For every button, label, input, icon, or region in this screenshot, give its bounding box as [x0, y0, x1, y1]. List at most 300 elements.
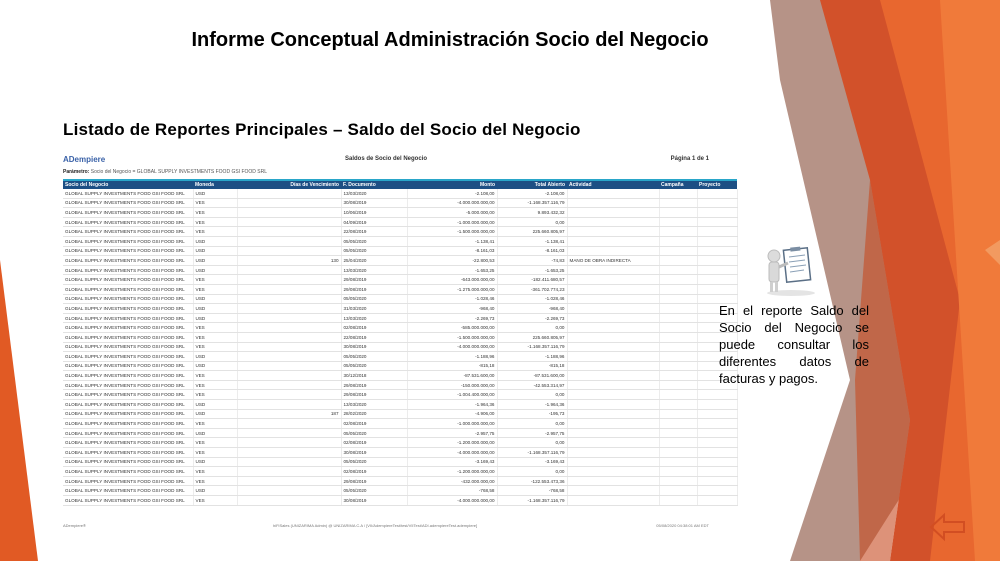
- table-cell: [659, 352, 697, 362]
- table-cell: GLOBAL SUPPLY INVESTMENTS FOOD GSI FOOD SRL: [63, 275, 193, 285]
- table-cell: 02/08/2019: [341, 438, 407, 448]
- table-row: [63, 428, 737, 438]
- table-cell: VES: [193, 448, 237, 458]
- table-cell: [697, 236, 737, 246]
- table-cell: GLOBAL SUPPLY INVESTMENTS FOOD GSI FOOD SRL: [63, 208, 193, 218]
- table-cell: GLOBAL SUPPLY INVESTMENTS FOOD GSI FOOD SRL: [63, 361, 193, 371]
- table-cell: USD: [193, 236, 237, 246]
- col-header: Campaña: [659, 180, 697, 189]
- table-cell: -5.000.000,00: [407, 208, 497, 218]
- table-cell: 0,00: [497, 467, 567, 477]
- table-cell: GLOBAL SUPPLY INVESTMENTS FOOD GSI FOOD SRL: [63, 198, 193, 208]
- table-cell: [237, 400, 341, 410]
- table-row: [63, 275, 737, 285]
- table-cell: [567, 409, 659, 419]
- table-cell: [697, 246, 737, 256]
- table-cell: [697, 457, 737, 467]
- table-cell: [659, 304, 697, 314]
- table-cell: [659, 342, 697, 352]
- table-cell: GLOBAL SUPPLY INVESTMENTS FOOD GSI FOOD SRL: [63, 438, 193, 448]
- table-cell: [697, 265, 737, 275]
- table-cell: -643.000.000,00: [407, 275, 497, 285]
- table-cell: -4.000.000.000,00: [407, 448, 497, 458]
- table-cell: [567, 371, 659, 381]
- table-cell: [659, 284, 697, 294]
- table-cell: 10/06/2019: [341, 208, 407, 218]
- table-cell: -87.531.600,00: [497, 371, 567, 381]
- report-footer-center: hiFiSales (UNIZARIMA Admin) @ UNIZARIMA C.A / [VII/AdempiereTest/test/VIITest/ADI.adempiereTest.adempiere]: [273, 523, 478, 528]
- table-cell: [567, 189, 659, 198]
- table-row: [63, 313, 737, 323]
- table-cell: 30/12/2018: [341, 371, 407, 381]
- table-cell: [567, 419, 659, 429]
- table-cell: 29/08/2019: [341, 390, 407, 400]
- table-cell: 28/02/2020: [341, 409, 407, 419]
- table-cell: -1.500.000.000,00: [407, 227, 497, 237]
- table-cell: [567, 400, 659, 410]
- table-cell: [659, 256, 697, 266]
- table-cell: -1.004.400.000,00: [407, 390, 497, 400]
- table-cell: -1.028,46: [407, 294, 497, 304]
- table-cell: -1.168.357.116,79: [497, 342, 567, 352]
- table-cell: [567, 275, 659, 285]
- table-cell: -2.108,00: [497, 189, 567, 198]
- table-cell: 13/03/2020: [341, 400, 407, 410]
- table-cell: -4.000.000.000,00: [407, 496, 497, 506]
- table-row: [63, 486, 737, 496]
- table-cell: -74,83: [497, 256, 567, 266]
- table-cell: [659, 361, 697, 371]
- table-cell: [659, 332, 697, 342]
- table-cell: [659, 323, 697, 333]
- table-row: [63, 361, 737, 371]
- table-cell: GLOBAL SUPPLY INVESTMENTS FOOD GSI FOOD SRL: [63, 342, 193, 352]
- table-cell: -42.553.314,97: [497, 380, 567, 390]
- table-cell: [567, 208, 659, 218]
- table-cell: [697, 428, 737, 438]
- col-header: Socio del Negocio: [63, 180, 193, 189]
- table-cell: [697, 409, 737, 419]
- report-parameter-label: Parámetro:: [63, 169, 90, 175]
- table-cell: USD: [193, 189, 237, 198]
- table-cell: [697, 390, 737, 400]
- table-cell: GLOBAL SUPPLY INVESTMENTS FOOD GSI FOOD SRL: [63, 496, 193, 506]
- table-cell: [697, 448, 737, 458]
- table-cell: 05/05/2020: [341, 428, 407, 438]
- table-cell: [697, 496, 737, 506]
- table-cell: [697, 438, 737, 448]
- table-cell: [237, 236, 341, 246]
- table-cell: [659, 457, 697, 467]
- table-cell: [237, 189, 341, 198]
- table-row: [63, 198, 737, 208]
- table-cell: USD: [193, 457, 237, 467]
- table-cell: -1.188,96: [407, 352, 497, 362]
- table-cell: 13/03/2020: [341, 265, 407, 275]
- table-cell: GLOBAL SUPPLY INVESTMENTS FOOD GSI FOOD SRL: [63, 409, 193, 419]
- report-title: Saldos de Socio del Negocio: [344, 156, 428, 162]
- table-row: [63, 217, 737, 227]
- table-cell: [697, 189, 737, 198]
- table-cell: VES: [193, 275, 237, 285]
- table-cell: -1.138,41: [407, 236, 497, 246]
- table-cell: [697, 198, 737, 208]
- table-row: [63, 227, 737, 237]
- table-cell: [697, 227, 737, 237]
- col-header: Monto: [407, 180, 497, 189]
- col-header: Total Abierto: [497, 180, 567, 189]
- table-cell: 29/08/2019: [341, 275, 407, 285]
- table-cell: [659, 227, 697, 237]
- table-row: [63, 409, 737, 419]
- table-cell: USD: [193, 313, 237, 323]
- table-cell: 05/05/2020: [341, 352, 407, 362]
- table-cell: [237, 361, 341, 371]
- table-cell: [697, 419, 737, 429]
- table-cell: -1.653,25: [497, 265, 567, 275]
- table-cell: -195,73: [497, 409, 567, 419]
- table-cell: GLOBAL SUPPLY INVESTMENTS FOOD GSI FOOD SRL: [63, 486, 193, 496]
- table-cell: -2.108,00: [407, 189, 497, 198]
- table-cell: [659, 246, 697, 256]
- table-cell: [697, 476, 737, 486]
- table-cell: [659, 496, 697, 506]
- table-cell: [659, 438, 697, 448]
- table-cell: [237, 352, 341, 362]
- table-cell: GLOBAL SUPPLY INVESTMENTS FOOD GSI FOOD SRL: [63, 217, 193, 227]
- table-cell: -815,18: [497, 361, 567, 371]
- table-cell: 02/08/2019: [341, 419, 407, 429]
- table-row: [63, 323, 737, 333]
- table-cell: -1.500.000.000,00: [407, 332, 497, 342]
- table-row: [63, 476, 737, 486]
- table-cell: [237, 265, 341, 275]
- table-cell: [659, 236, 697, 246]
- table-cell: -2.957,75: [407, 428, 497, 438]
- table-cell: -1.168.357.116,79: [497, 198, 567, 208]
- table-cell: [567, 352, 659, 362]
- table-row: [63, 189, 737, 198]
- table-cell: [659, 428, 697, 438]
- table-row: [63, 265, 737, 275]
- table-cell: GLOBAL SUPPLY INVESTMENTS FOOD GSI FOOD SRL: [63, 304, 193, 314]
- table-cell: [237, 198, 341, 208]
- table-cell: [697, 400, 737, 410]
- table-cell: 02/08/2019: [341, 467, 407, 477]
- table-row: [63, 371, 737, 381]
- table-cell: [697, 217, 737, 227]
- table-cell: USD: [193, 409, 237, 419]
- table-cell: [237, 428, 341, 438]
- table-row: [63, 352, 737, 362]
- table-cell: [567, 198, 659, 208]
- table-cell: [567, 332, 659, 342]
- table-cell: 9.893.432,32: [497, 208, 567, 218]
- table-cell: 04/09/2019: [341, 217, 407, 227]
- table-cell: VES: [193, 208, 237, 218]
- table-cell: [659, 217, 697, 227]
- table-cell: 13/03/2020: [341, 189, 407, 198]
- table-cell: VES: [193, 198, 237, 208]
- col-header: Moneda: [193, 180, 237, 189]
- table-cell: VES: [193, 438, 237, 448]
- table-cell: VES: [193, 342, 237, 352]
- table-row: [63, 496, 737, 506]
- table-row: [63, 380, 737, 390]
- table-cell: [697, 284, 737, 294]
- table-cell: -768,58: [497, 486, 567, 496]
- table-cell: -968,40: [407, 304, 497, 314]
- table-cell: [659, 265, 697, 275]
- table-cell: 31/03/2020: [341, 304, 407, 314]
- report-page-number: Página 1 de 1: [670, 156, 709, 162]
- table-cell: -1.188,96: [497, 352, 567, 362]
- table-cell: -2.269,73: [407, 313, 497, 323]
- table-cell: -1.653,25: [407, 265, 497, 275]
- table-row: [63, 342, 737, 352]
- table-cell: [237, 294, 341, 304]
- table-cell: 05/05/2020: [341, 486, 407, 496]
- report-parameter-value: Socio del Negocio = GLOBAL SUPPLY INVESTMENTS FOOD GSI FOOD SRL: [90, 169, 268, 175]
- report-header-row: [63, 180, 737, 189]
- table-cell: 0,00: [497, 390, 567, 400]
- table-cell: 225.660.805,97: [497, 332, 567, 342]
- table-cell: [567, 486, 659, 496]
- table-row: [63, 448, 737, 458]
- table-cell: GLOBAL SUPPLY INVESTMENTS FOOD GSI FOOD SRL: [63, 323, 193, 333]
- table-row: [63, 284, 737, 294]
- table-cell: [567, 227, 659, 237]
- table-cell: USD: [193, 246, 237, 256]
- table-cell: [567, 380, 659, 390]
- table-cell: [659, 476, 697, 486]
- table-cell: [567, 313, 659, 323]
- table-cell: -4.000.000.000,00: [407, 198, 497, 208]
- table-cell: [659, 390, 697, 400]
- table-cell: [659, 409, 697, 419]
- table-cell: GLOBAL SUPPLY INVESTMENTS FOOD GSI FOOD SRL: [63, 236, 193, 246]
- table-cell: GLOBAL SUPPLY INVESTMENTS FOOD GSI FOOD SRL: [63, 419, 193, 429]
- table-cell: -2.269,73: [497, 313, 567, 323]
- table-cell: [237, 217, 341, 227]
- table-cell: GLOBAL SUPPLY INVESTMENTS FOOD GSI FOOD SRL: [63, 332, 193, 342]
- table-cell: USD: [193, 486, 237, 496]
- table-cell: GLOBAL SUPPLY INVESTMENTS FOOD GSI FOOD SRL: [63, 352, 193, 362]
- table-cell: GLOBAL SUPPLY INVESTMENTS FOOD GSI FOOD SRL: [63, 227, 193, 237]
- table-cell: [697, 208, 737, 218]
- table-row: [63, 457, 737, 467]
- table-cell: USD: [193, 400, 237, 410]
- table-cell: USD: [193, 256, 237, 266]
- table-cell: 0,00: [497, 323, 567, 333]
- table-cell: GLOBAL SUPPLY INVESTMENTS FOOD GSI FOOD SRL: [63, 476, 193, 486]
- table-cell: VES: [193, 467, 237, 477]
- col-header: Actividad: [567, 180, 659, 189]
- table-cell: GLOBAL SUPPLY INVESTMENTS FOOD GSI FOOD SRL: [63, 313, 193, 323]
- table-cell: VES: [193, 371, 237, 381]
- slide-description: En el reporte Saldo del Socio del Negocio se puede consultar los diferentes datos de facturas y pagos.: [719, 303, 869, 386]
- table-cell: USD: [193, 361, 237, 371]
- table-cell: [567, 265, 659, 275]
- table-cell: [237, 467, 341, 477]
- table-cell: [697, 275, 737, 285]
- table-cell: VES: [193, 390, 237, 400]
- table-cell: [567, 361, 659, 371]
- table-cell: [237, 284, 341, 294]
- table-cell: [567, 284, 659, 294]
- table-cell: 0,00: [497, 217, 567, 227]
- table-row: [63, 467, 737, 477]
- table-cell: [659, 400, 697, 410]
- table-row: [63, 390, 737, 400]
- table-cell: [659, 486, 697, 496]
- table-row: [63, 304, 737, 314]
- table-cell: -1.168.357.116,79: [497, 496, 567, 506]
- report-logo: ADempiere: [63, 155, 106, 164]
- table-cell: [567, 217, 659, 227]
- table-cell: [237, 390, 341, 400]
- table-cell: -1.964,36: [407, 400, 497, 410]
- table-cell: -122.553.473,36: [497, 476, 567, 486]
- table-cell: [659, 275, 697, 285]
- table-cell: GLOBAL SUPPLY INVESTMENTS FOOD GSI FOOD SRL: [63, 400, 193, 410]
- report-parameter: [63, 169, 267, 175]
- table-cell: -1.200.000.000,00: [407, 467, 497, 477]
- table-cell: -8.161,03: [497, 246, 567, 256]
- table-cell: 29/08/2019: [341, 380, 407, 390]
- table-cell: GLOBAL SUPPLY INVESTMENTS FOOD GSI FOOD SRL: [63, 284, 193, 294]
- table-cell: [567, 496, 659, 506]
- table-cell: MANO DE OBRA INDIRECTA: [567, 256, 659, 266]
- table-cell: VES: [193, 496, 237, 506]
- table-cell: 0,00: [497, 419, 567, 429]
- table-cell: GLOBAL SUPPLY INVESTMENTS FOOD GSI FOOD SRL: [63, 457, 193, 467]
- table-cell: GLOBAL SUPPLY INVESTMENTS FOOD GSI FOOD SRL: [63, 380, 193, 390]
- table-cell: -1.168.357.116,79: [497, 448, 567, 458]
- table-cell: 05/05/2020: [341, 246, 407, 256]
- table-cell: [237, 496, 341, 506]
- table-cell: USD: [193, 428, 237, 438]
- table-cell: 05/05/2020: [341, 457, 407, 467]
- col-header: Días de Vencimiento: [237, 180, 341, 189]
- table-cell: -1.000.000.000,00: [407, 419, 497, 429]
- table-cell: -4.000.000.000,00: [407, 342, 497, 352]
- table-cell: GLOBAL SUPPLY INVESTMENTS FOOD GSI FOOD SRL: [63, 294, 193, 304]
- table-row: [63, 208, 737, 218]
- table-cell: [659, 313, 697, 323]
- table-cell: [237, 457, 341, 467]
- table-row: [63, 419, 737, 429]
- table-cell: [237, 476, 341, 486]
- table-cell: VES: [193, 380, 237, 390]
- table-cell: [237, 380, 341, 390]
- table-cell: GLOBAL SUPPLY INVESTMENTS FOOD GSI FOOD SRL: [63, 467, 193, 477]
- table-cell: [697, 467, 737, 477]
- table-cell: [659, 380, 697, 390]
- table-cell: [697, 486, 737, 496]
- table-cell: VES: [193, 284, 237, 294]
- table-cell: -87.531.600,00: [407, 371, 497, 381]
- table-cell: VES: [193, 323, 237, 333]
- table-cell: -22.800,53: [407, 256, 497, 266]
- table-cell: [237, 371, 341, 381]
- table-row: [63, 236, 737, 246]
- person-clipboard-icon: [760, 245, 822, 297]
- table-cell: USD: [193, 304, 237, 314]
- table-cell: [237, 323, 341, 333]
- table-cell: GLOBAL SUPPLY INVESTMENTS FOOD GSI FOOD SRL: [63, 448, 193, 458]
- table-cell: [567, 428, 659, 438]
- table-cell: -4.906,00: [407, 409, 497, 419]
- table-cell: USD: [193, 294, 237, 304]
- table-cell: -1.000.000.000,00: [407, 217, 497, 227]
- table-cell: 02/08/2019: [341, 323, 407, 333]
- table-row: [63, 438, 737, 448]
- table-cell: USD: [193, 265, 237, 275]
- left-orange-triangle: [0, 260, 38, 561]
- table-cell: [237, 246, 341, 256]
- table-cell: [659, 371, 697, 381]
- table-cell: 25/04/2020: [341, 256, 407, 266]
- col-header: Proyecto: [697, 180, 737, 189]
- table-cell: 130: [237, 256, 341, 266]
- table-cell: -585.000.000,00: [407, 323, 497, 333]
- table-cell: [237, 419, 341, 429]
- table-row: [63, 246, 737, 256]
- table-cell: [567, 390, 659, 400]
- report-footer-right: 05/08/2020 04:38:01 AM EDT: [656, 523, 709, 528]
- table-cell: GLOBAL SUPPLY INVESTMENTS FOOD GSI FOOD SRL: [63, 390, 193, 400]
- table-cell: GLOBAL SUPPLY INVESTMENTS FOOD GSI FOOD SRL: [63, 428, 193, 438]
- table-cell: [567, 457, 659, 467]
- table-cell: -1.138,41: [497, 236, 567, 246]
- table-cell: [567, 323, 659, 333]
- table-cell: 30/08/2019: [341, 342, 407, 352]
- table-cell: VES: [193, 332, 237, 342]
- slide-subtitle: Listado de Reportes Principales – Saldo del Socio del Negocio: [63, 120, 581, 139]
- table-cell: -2.957,75: [497, 428, 567, 438]
- back-arrow-icon[interactable]: [929, 512, 967, 542]
- table-cell: -1.028,46: [497, 294, 567, 304]
- table-cell: [567, 438, 659, 448]
- table-cell: [659, 208, 697, 218]
- table-cell: [237, 227, 341, 237]
- table-cell: 30/08/2019: [341, 198, 407, 208]
- table-cell: GLOBAL SUPPLY INVESTMENTS FOOD GSI FOOD SRL: [63, 371, 193, 381]
- table-cell: [237, 313, 341, 323]
- table-cell: 29/08/2019: [341, 476, 407, 486]
- table-cell: [567, 246, 659, 256]
- table-cell: [237, 438, 341, 448]
- table-cell: -768,58: [407, 486, 497, 496]
- table-cell: 05/05/2020: [341, 361, 407, 371]
- table-cell: USD: [193, 352, 237, 362]
- table-cell: [237, 342, 341, 352]
- table-cell: [237, 275, 341, 285]
- table-cell: 187: [237, 409, 341, 419]
- table-cell: 0,00: [497, 438, 567, 448]
- table-row: [63, 332, 737, 342]
- table-cell: -3.169,43: [407, 457, 497, 467]
- slide-title: Informe Conceptual Administración Socio del Negocio: [191, 29, 709, 51]
- table-cell: -968,40: [497, 304, 567, 314]
- table-cell: [659, 198, 697, 208]
- report-body: [63, 189, 737, 505]
- table-cell: [567, 467, 659, 477]
- table-cell: VES: [193, 217, 237, 227]
- table-cell: VES: [193, 476, 237, 486]
- col-header: F. Documento: [341, 180, 407, 189]
